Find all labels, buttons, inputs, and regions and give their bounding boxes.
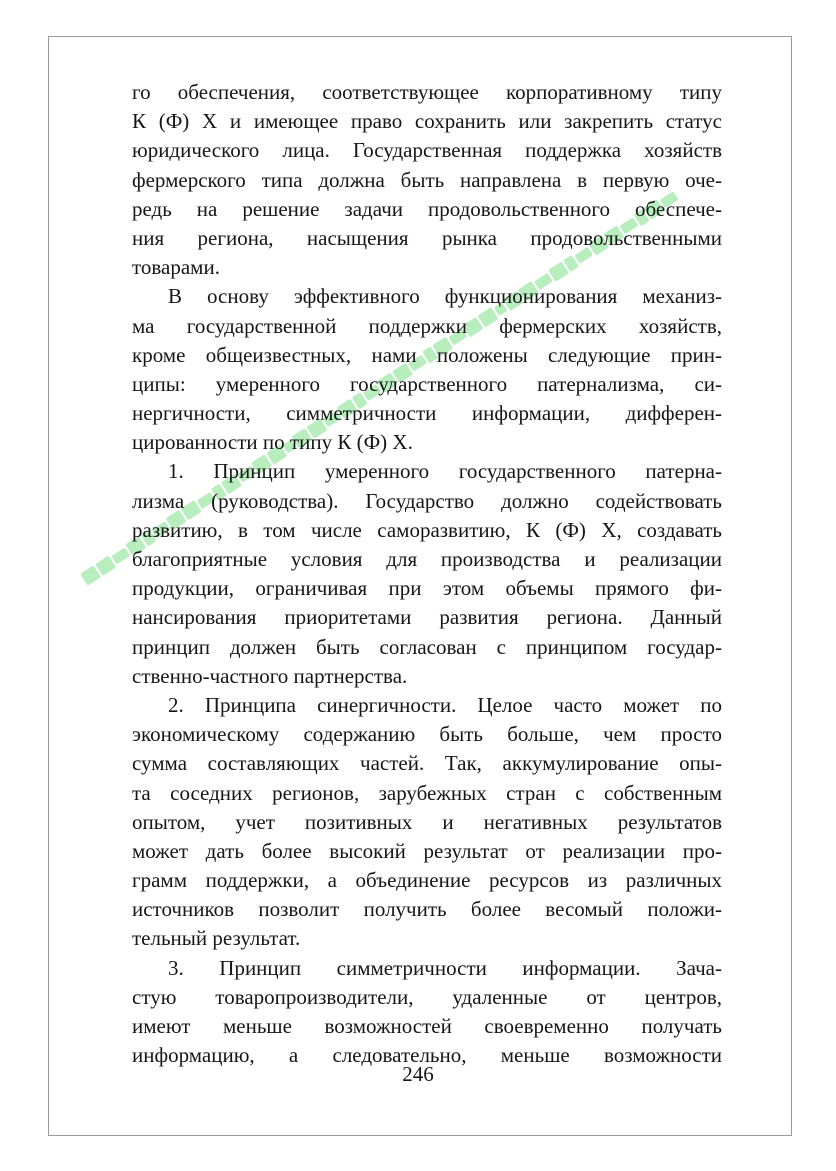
text-line: 1. Принцип умеренного государственного патерна- — [168, 459, 722, 484]
text-line: нансирования приоритетами развития региона. Данный — [132, 605, 722, 630]
text-line: нергичности, симметричности информации, дифферен- — [132, 401, 722, 426]
text-line: ма государственной поддержки фермерских хозяйств, — [132, 313, 722, 338]
text-line: 2. Принципа синергичности. Целое часто может по — [168, 692, 722, 717]
body-text — [132, 78, 722, 1070]
text-line: го обеспечения, соответствующее корпоративному типу — [132, 80, 722, 104]
text-line: кроме общеизвестных, нами положены следующие прин- — [132, 342, 722, 367]
text-line: 3. Принцип симметричности информации. Зача- — [168, 955, 722, 980]
text-line: ципы: умеренного государственного патернализма, си- — [132, 371, 722, 396]
text-line: принцип должен быть согласован с принципом государ- — [132, 634, 722, 659]
text-line: та соседних регионов, зарубежных стран с собственным — [132, 780, 722, 805]
text-line: стую товаропроизводители, удаленные от центров, — [132, 984, 722, 1009]
text-line: экономическому содержанию быть больше, чем просто — [132, 722, 722, 747]
text-line: товарами. — [132, 255, 220, 280]
text-line: может дать более высокий результат от реализации про- — [132, 838, 722, 863]
text-line: имеют меньше возможностей своевременно получать — [132, 1014, 722, 1038]
text-line: ственно-частного партнерства. — [132, 663, 408, 688]
text-line: цированности по типу К (Ф) Х. — [132, 430, 413, 455]
text-line: тельный результат. — [132, 926, 301, 951]
text-line: развитию, в том числе саморазвитию, К (Ф) Х, создавать — [132, 517, 722, 542]
page-number: 246 — [402, 1062, 434, 1086]
text-line: В основу эффективного функционирования механиз- — [168, 284, 722, 309]
text-line: информацию, а следовательно, меньше возможности — [132, 1043, 722, 1068]
text-line: сумма составляющих частей. Так, аккумулирование опы- — [132, 751, 722, 776]
text-line: благоприятные условия для производства и реализации — [132, 547, 722, 571]
text-line: ния региона, насыщения рынка продовольственными — [132, 225, 722, 250]
text-line: редь на решение задачи продовольственного обеспече- — [132, 196, 722, 221]
text-line: юридического лица. Государственная поддержка хозяйств — [132, 138, 722, 163]
text-line: лизма (руководства). Государство должно содействовать — [132, 488, 722, 513]
text-line: К (Ф) Х и имеющее право сохранить или закрепить статус — [132, 109, 722, 134]
text-line: опытом, учет позитивных и негативных результатов — [132, 809, 722, 834]
text-line: продукции, ограничивая при этом объемы прямого фи- — [132, 576, 722, 601]
text-line: фермерского типа должна быть направлена в первую оче- — [132, 167, 722, 192]
text-line: источников позволит получить более весомый положи- — [132, 897, 722, 922]
text-line: грамм поддержки, а объединение ресурсов из различных — [132, 868, 722, 893]
